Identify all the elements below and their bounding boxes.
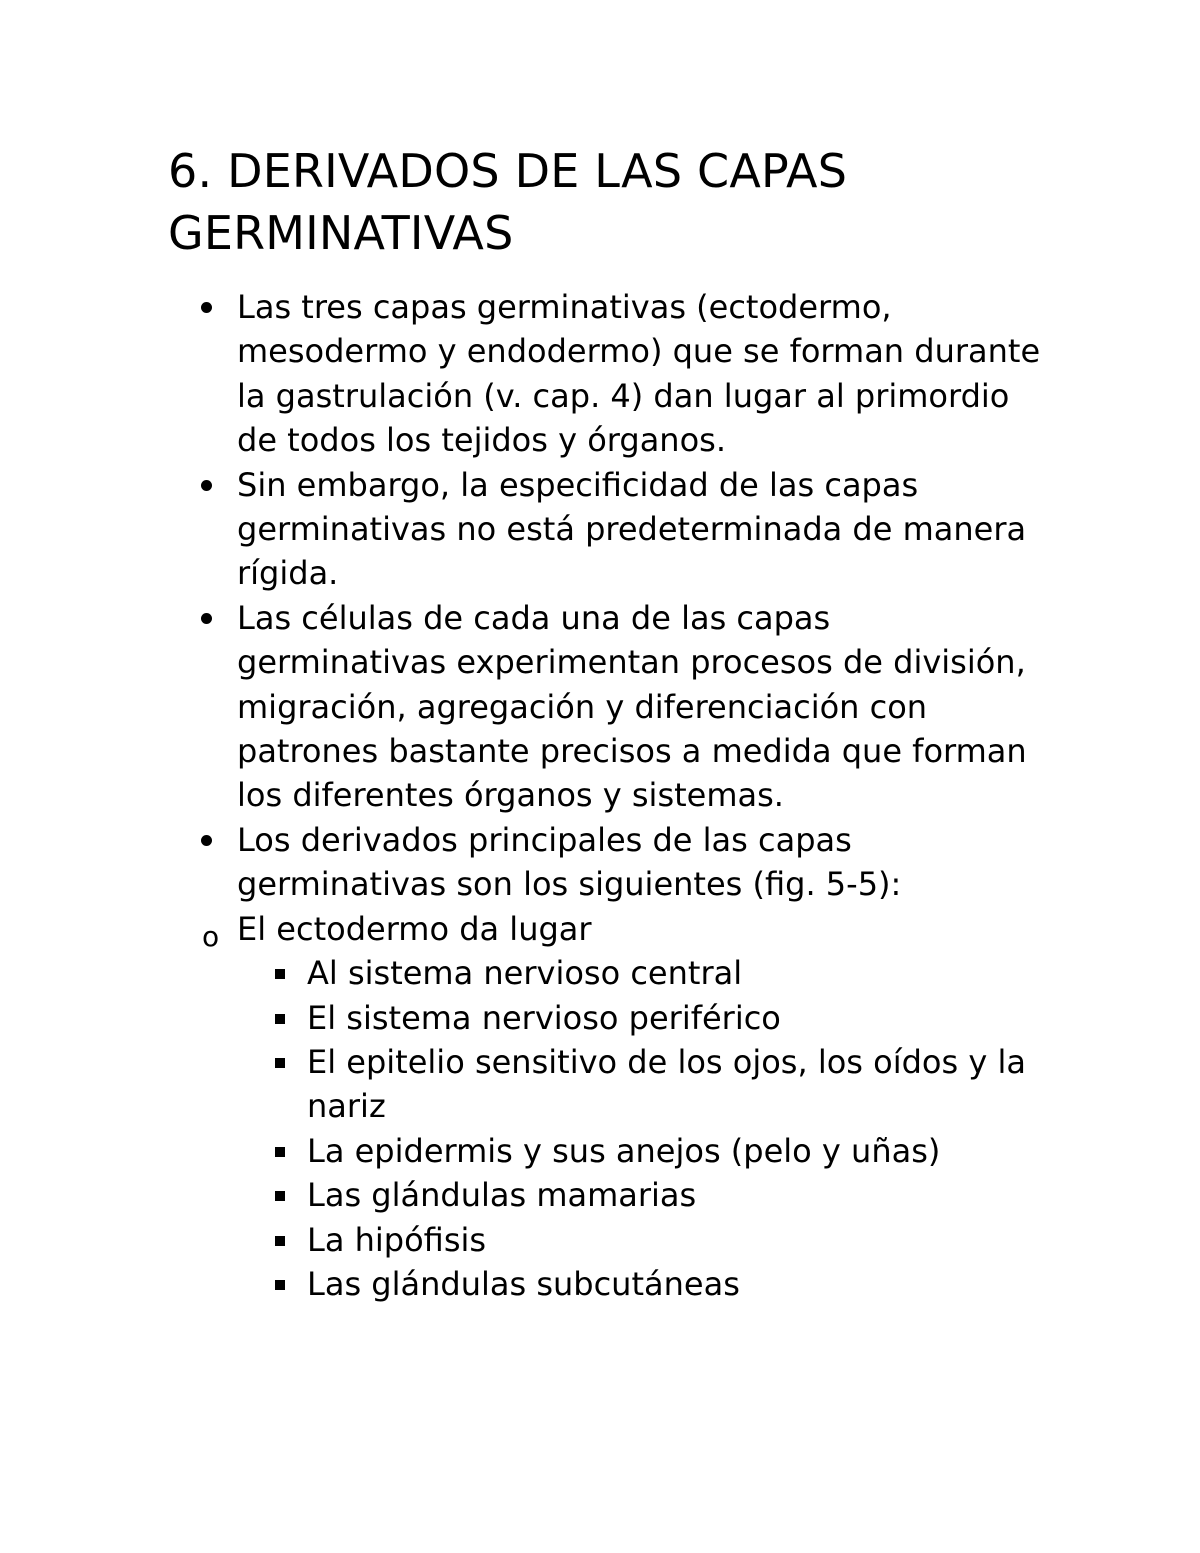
square-bullet-icon [275, 1280, 285, 1290]
bullet-icon [201, 835, 212, 846]
sub-list [166, 907, 1048, 1307]
square-bullet-icon [275, 1147, 285, 1157]
nested-list-item-text: La epidermis y sus anejos (pelo y uñas) [307, 1131, 941, 1170]
bullet-icon [201, 613, 212, 624]
nested-list-item [166, 1040, 1048, 1129]
list-item-text: Las tres capas germinativas (ectodermo, mesodermo y endodermo) que se forman durante la gastrulación (v. cap. 4) dan lugar al primordio de todos los tejidos y órganos. [237, 288, 1041, 460]
sub-list-item [166, 907, 1048, 951]
list-item-text: Los derivados principales de las capas germinativas son los siguientes (fig. 5-5): [237, 820, 902, 904]
nested-list-item [166, 951, 1048, 995]
nested-list-item [166, 1218, 1048, 1262]
bullet-icon [201, 480, 212, 491]
list-item-text: Sin embargo, la especificidad de las capas germinativas no está predeterminada de manera rígida. [237, 465, 1027, 593]
bullet-list [168, 285, 1048, 1306]
nested-list-item-text: Al sistema nervioso central [307, 954, 743, 993]
square-bullet-icon [275, 969, 285, 979]
title-line-1: 6. DERIVADOS DE LAS CAPAS [168, 144, 848, 198]
circle-bullet-icon: o [202, 919, 220, 953]
nested-list-item [166, 996, 1048, 1040]
nested-list-item [166, 1173, 1048, 1217]
document-page [168, 140, 1048, 1306]
title-line-2: GERMINATIVAS [168, 206, 514, 260]
square-bullet-icon [275, 1236, 285, 1246]
list-item [168, 596, 1048, 818]
nested-list-item [166, 1262, 1048, 1306]
square-bullet-icon [275, 1191, 285, 1201]
nested-list-item-text: Las glándulas mamarias [307, 1176, 697, 1215]
page-title [168, 140, 1048, 264]
square-bullet-icon [275, 1058, 285, 1068]
nested-list-item-text: La hipófisis [307, 1220, 487, 1259]
nested-list [166, 951, 1048, 1306]
sub-list-item-text: El ectodermo da lugar [237, 909, 592, 948]
list-item [168, 818, 1048, 1306]
nested-list-item [166, 1129, 1048, 1173]
list-item [168, 463, 1048, 596]
bullet-icon [201, 302, 212, 313]
list-item [168, 285, 1048, 463]
list-item-text: Las células de cada una de las capas germinativas experimentan procesos de división, migración, agregación y diferenciación con patrones bastante precisos a medida que forman los diferentes órganos y sistemas. [237, 598, 1027, 815]
nested-list-item-text: Las glándulas subcutáneas [307, 1264, 740, 1303]
nested-list-item-text: El sistema nervioso periférico [307, 998, 781, 1037]
square-bullet-icon [275, 1014, 285, 1024]
nested-list-item-text: El epitelio sensitivo de los ojos, los oídos y la nariz [307, 1042, 1026, 1126]
